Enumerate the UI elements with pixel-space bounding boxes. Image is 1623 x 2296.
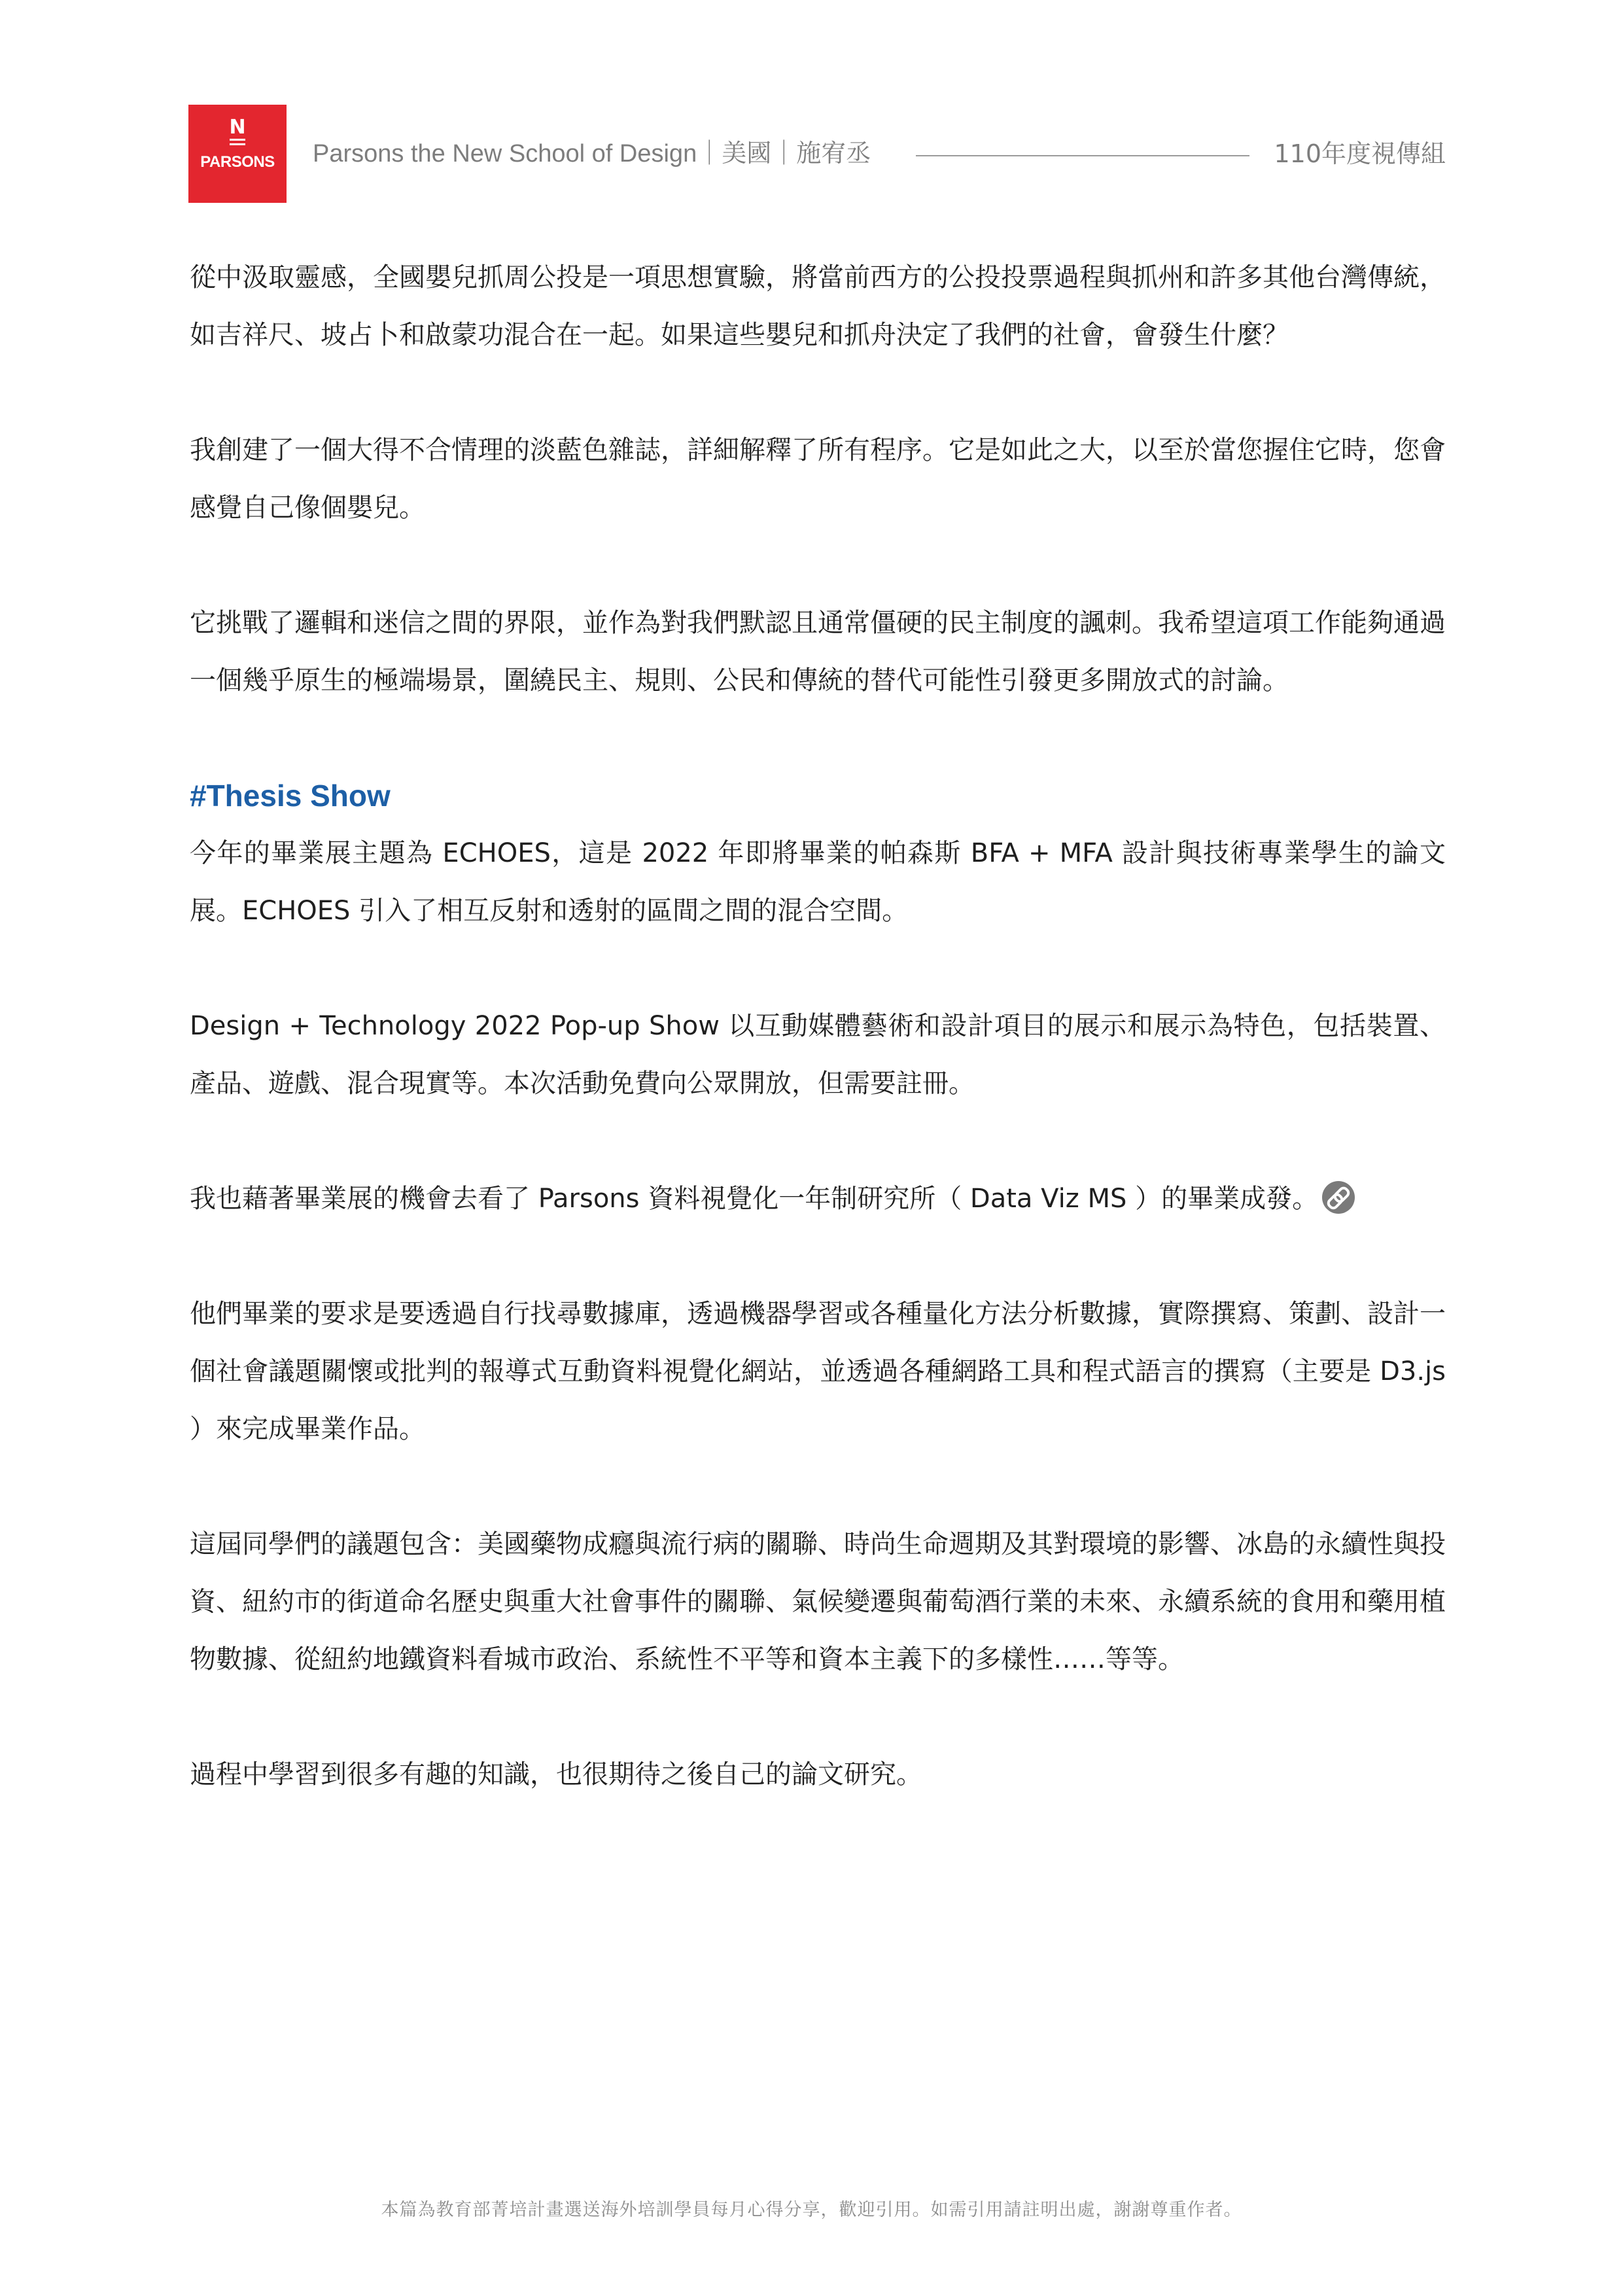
- program-label: 110年度視傳組: [1274, 139, 1446, 168]
- school-name: Parsons the New School of Design: [313, 140, 697, 168]
- paragraph-6: [190, 1170, 1446, 1227]
- parsons-logo: [188, 105, 287, 203]
- paragraph-9: 過程中學習到很多有趣的知識，也很期待之後自己的論文研究。: [190, 1759, 922, 1790]
- article-body: [190, 249, 1446, 1803]
- logo-letter: N: [229, 116, 246, 139]
- header-title: [313, 137, 871, 170]
- logo-bars: [230, 139, 245, 148]
- country: 美國: [722, 140, 772, 168]
- paragraph-8: 這屆同學們的議題包含：美國藥物成癮與流行病的關聯、時尚生命週期及其對環境的影響、冰島的永續性與投資、紐約市的街道命名歷史與重大社會事件的關聯、氣候變遷與葡萄酒行業的未來、永續系統的食用和藥用植物數據、從紐約地鐵資料看城市政治、系統性不平等和資本主義下的多樣性……等等。: [190, 1529, 1446, 1674]
- paragraph-2: 我創建了一個大得不合情理的淡藍色雜誌，詳細解釋了所有程序。它是如此之大，以至於當您握住它時，您會感覺自己像個嬰兒。: [190, 435, 1446, 523]
- paragraph-6-text: 我也藉著畢業展的機會去看了 Parsons 資料視覺化一年制研究所（ Data Viz MS ）的畢業成發。: [190, 1184, 1319, 1214]
- author-name: 施宥丞: [796, 140, 871, 168]
- header-divider: [916, 155, 1249, 156]
- header-separator: ｜: [697, 140, 722, 168]
- paragraph-3: 它挑戰了邏輯和迷信之間的界限，並作為對我們默認且通常僵硬的民主制度的諷刺。我希望這項工作能夠通過一個幾乎原生的極端場景，圍繞民主、規則、公民和傳統的替代可能性引發更多開放式的討論。: [190, 608, 1446, 696]
- paragraph-1: 從中汲取靈感，全國嬰兒抓周公投是一項思想實驗，將當前西方的公投投票過程與抓州和許多其他台灣傳統，如吉祥尺、坡占卜和啟蒙功混合在一起。如果這些嬰兒和抓舟決定了我們的社會，會發生什麼？: [190, 262, 1446, 350]
- paragraph-4: 今年的畢業展主題為 ECHOES，這是 2022 年即將畢業的帕森斯 BFA + MFA 設計與技術專業學生的論文展。ECHOES 引入了相互反射和透射的區間之間的混合空間。: [190, 838, 1446, 926]
- link-icon[interactable]: [1322, 1181, 1355, 1214]
- paragraph-7: 他們畢業的要求是要透過自行找尋數據庫，透過機器學習或各種量化方法分析數據，實際撰寫、策劃、設計一個社會議題關懷或批判的報導式互動資料視覺化網站，並透過各種網路工具和程式語言的撰寫（主要是 D3.js ）來完成畢業作品。: [190, 1299, 1446, 1444]
- logo-word: PARSONS: [200, 153, 275, 171]
- footer-note: 本篇為教育部菁培計畫選送海外培訓學員每月心得分享，歡迎引用。如需引用請註明出處，謝謝尊重作者。: [381, 2200, 1242, 2220]
- header-separator: ｜: [771, 140, 797, 168]
- section-heading-thesis-show: #Thesis Show: [190, 779, 391, 813]
- paragraph-5: Design + Technology 2022 Pop-up Show 以互動媒體藝術和設計項目的展示和展示為特色，包括裝置、產品、遊戲、混合現實等。本次活動免費向公眾開放，但需要註冊。: [190, 1011, 1446, 1099]
